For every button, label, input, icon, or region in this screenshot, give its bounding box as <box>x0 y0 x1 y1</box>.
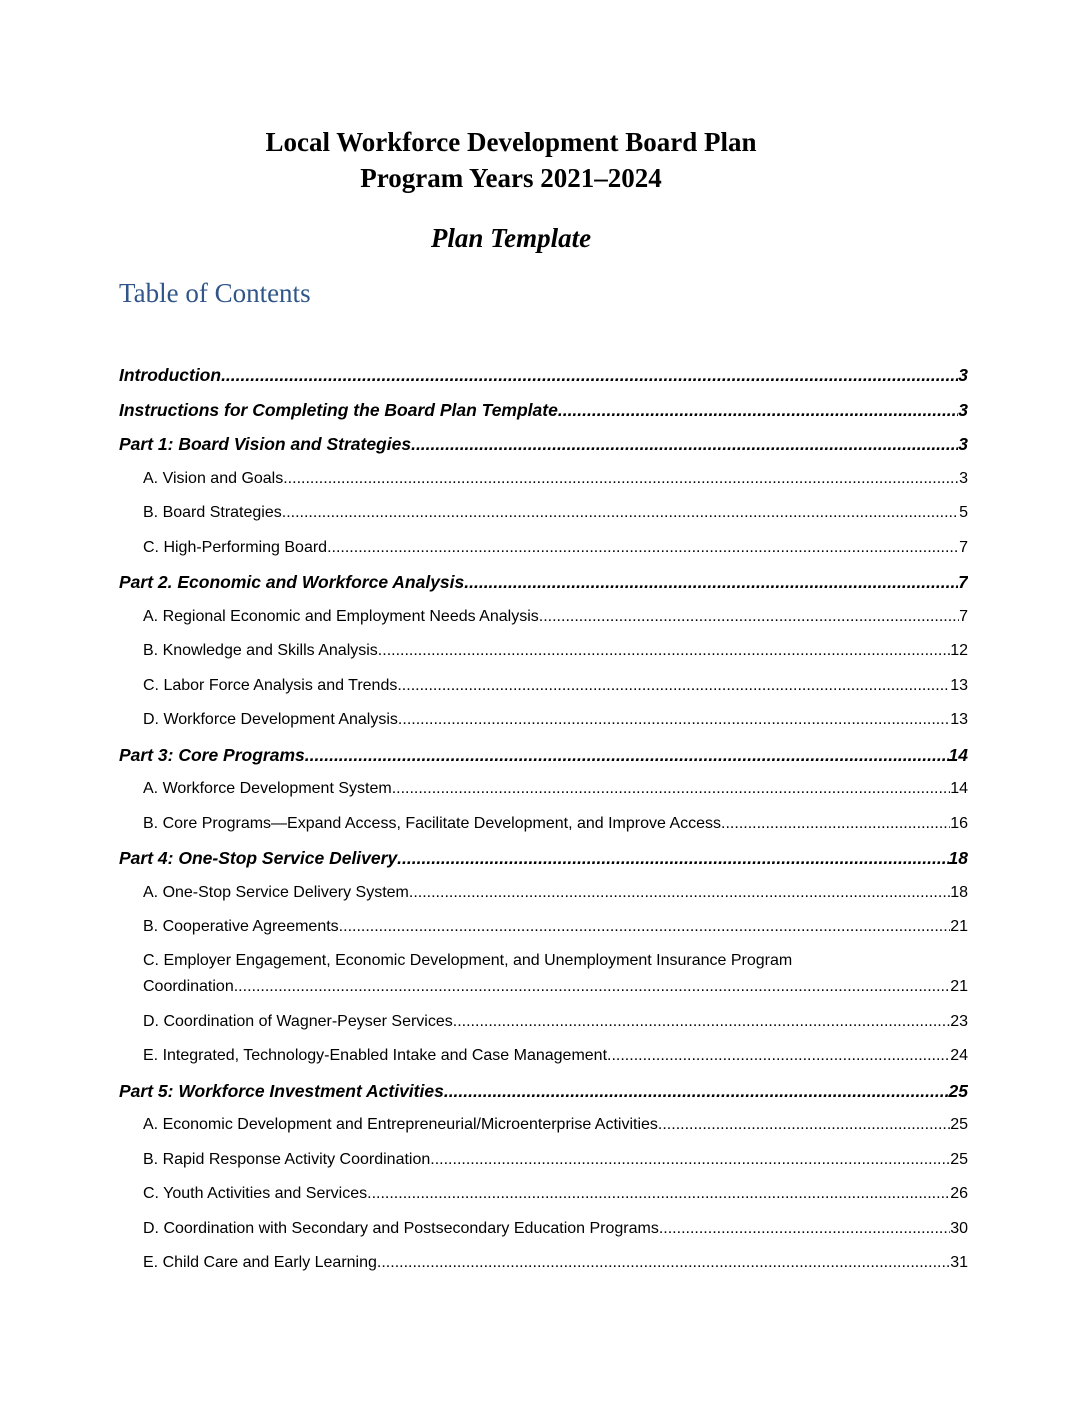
toc-entry-label: Introduction <box>119 365 222 385</box>
toc-entry-label: C. Employer Engagement, Economic Development, and Unemployment Insurance Program <box>143 951 793 969</box>
toc-entry[interactable] <box>119 1179 968 1214</box>
toc-heading: Table of Contents <box>119 278 311 308</box>
toc-entry-label: Instructions for Completing the Board Plan Template <box>119 399 558 420</box>
toc-entry-page-number: 21 <box>950 977 968 995</box>
table-of-contents <box>119 360 968 1283</box>
toc-entry-label: Part 5: Workforce Investment Activities <box>119 1080 444 1101</box>
toc-entry-page-number: 25 <box>950 1116 968 1133</box>
toc-entry-label: Part 1: Board Vision and Strategies <box>119 434 412 454</box>
toc-entry-label: B. Cooperative Agreements <box>143 918 339 935</box>
toc-dot-leader <box>283 464 959 494</box>
document-title <box>0 124 1022 196</box>
toc-dot-leader <box>659 1214 950 1244</box>
toc-entry-label: A. Economic Development and Entrepreneurial/Microenterprise Activities <box>143 1116 658 1133</box>
toc-entry[interactable] <box>119 395 968 430</box>
toc-entry[interactable] <box>119 878 968 913</box>
toc-entry-page-number: 25 <box>950 1150 968 1168</box>
document-subtitle: Plan Template <box>430 223 592 253</box>
toc-dot-leader <box>234 974 950 1000</box>
toc-entry-label: Part 3: Core Programs <box>119 744 305 765</box>
toc-entry-label: C. Labor Force Analysis and Trends <box>143 676 398 694</box>
toc-entry-label: D. Coordination with Secondary and Postsecondary Education Programs <box>143 1219 659 1237</box>
toc-entry-label: C. High-Performing Board <box>143 538 328 556</box>
toc-entry-page-number: 14 <box>950 780 968 797</box>
toc-entry[interactable] <box>119 1041 968 1076</box>
toc-entry-page-number: 7 <box>959 538 968 556</box>
toc-entry[interactable] <box>119 464 968 499</box>
toc-entry-page-number: 25 <box>948 1080 968 1101</box>
toc-dot-leader <box>221 360 958 390</box>
toc-entry-page-number: 3 <box>958 399 968 420</box>
toc-dot-leader <box>453 1007 950 1037</box>
toc-entry[interactable] <box>119 1110 968 1145</box>
toc-entry[interactable] <box>119 533 968 568</box>
toc-entry[interactable] <box>119 429 968 464</box>
toc-entry-page-number: 16 <box>950 814 968 832</box>
toc-entry-label: B. Board Strategies <box>143 504 282 521</box>
toc-entry[interactable] <box>119 705 968 740</box>
toc-entry-page-number: 21 <box>950 918 968 935</box>
toc-dot-leader <box>377 1248 950 1278</box>
toc-dot-leader <box>305 740 949 770</box>
toc-entry[interactable] <box>119 1214 968 1249</box>
toc-dot-leader <box>411 429 958 459</box>
toc-entry-continuation <box>143 974 968 1000</box>
title-line-2: Program Years 2021–2024 <box>360 163 662 193</box>
toc-dot-leader <box>397 843 948 873</box>
toc-entry-label: D. Workforce Development Analysis <box>143 711 398 728</box>
toc-entry-page-number: 14 <box>948 744 968 765</box>
toc-entry[interactable] <box>119 636 968 671</box>
toc-entry-page-number: 7 <box>958 572 968 592</box>
toc-entry-page-number: 13 <box>950 711 968 728</box>
toc-dot-leader <box>327 533 959 563</box>
toc-entry[interactable] <box>119 912 968 947</box>
toc-entry-label: Part 2. Economic and Workforce Analysis <box>119 572 465 592</box>
toc-dot-leader <box>282 498 959 528</box>
toc-entry-page-number: 31 <box>950 1254 968 1271</box>
toc-dot-leader <box>409 878 950 908</box>
toc-entry-label: A. Regional Economic and Employment Needs Analysis <box>143 607 539 625</box>
toc-dot-leader <box>607 1041 950 1071</box>
toc-entry-page-number: 3 <box>959 469 968 487</box>
toc-dot-leader <box>339 912 951 942</box>
toc-entry[interactable] <box>119 360 968 395</box>
toc-dot-leader <box>392 774 951 804</box>
toc-entry[interactable] <box>119 1076 968 1111</box>
toc-entry-page-number: 3 <box>958 434 968 454</box>
toc-entry[interactable] <box>119 740 968 775</box>
toc-entry-page-number: 26 <box>950 1185 968 1202</box>
toc-entry[interactable] <box>119 567 968 602</box>
toc-entry-page-number: 7 <box>959 607 968 625</box>
toc-entry[interactable] <box>119 671 968 706</box>
toc-entry[interactable] <box>119 774 968 809</box>
toc-entry-label: B. Core Programs—Expand Access, Facilitate Development, and Improve Access <box>143 814 722 832</box>
toc-entry-page-number: 24 <box>950 1047 968 1064</box>
toc-dot-leader <box>378 636 950 666</box>
toc-entry[interactable] <box>119 1007 968 1042</box>
toc-entry[interactable] <box>119 602 968 637</box>
toc-dot-leader <box>397 671 950 701</box>
toc-dot-leader <box>430 1145 950 1175</box>
toc-entry-label: A. Vision and Goals <box>143 469 284 487</box>
toc-entry-label: A. One-Stop Service Delivery System <box>143 883 409 901</box>
toc-entry[interactable] <box>119 1248 968 1283</box>
toc-entry-label: Part 4: One-Stop Service Delivery <box>119 848 398 868</box>
toc-entry-page-number: 23 <box>950 1012 968 1030</box>
toc-entry-label: B. Rapid Response Activity Coordination <box>143 1150 431 1168</box>
toc-entry-label: E. Child Care and Early Learning <box>143 1254 377 1271</box>
toc-entry-page-number: 18 <box>948 848 968 868</box>
toc-entry[interactable] <box>119 1145 968 1180</box>
toc-entry[interactable] <box>119 498 968 533</box>
toc-entry-page-number: 3 <box>958 365 968 385</box>
toc-dot-leader <box>464 567 958 597</box>
toc-entry-label: A. Workforce Development System <box>143 780 392 797</box>
toc-entry[interactable] <box>119 843 968 878</box>
toc-entry-label: D. Coordination of Wagner-Peyser Services <box>143 1012 453 1030</box>
toc-entry[interactable] <box>119 809 968 844</box>
toc-entry-page-number: 30 <box>950 1219 968 1237</box>
toc-entry-label: C. Youth Activities and Services <box>143 1185 368 1202</box>
toc-entry-label-continued: Coordination <box>143 977 234 995</box>
toc-dot-leader <box>658 1110 950 1140</box>
toc-entry-page-number: 12 <box>950 642 968 659</box>
toc-dot-leader <box>721 809 950 839</box>
toc-entry-page-number: 13 <box>950 676 968 694</box>
toc-dot-leader <box>558 395 958 425</box>
toc-entry[interactable] <box>119 947 968 1007</box>
title-line-1: Local Workforce Development Board Plan <box>265 127 757 157</box>
toc-entry-label: E. Integrated, Technology-Enabled Intake and Case Management <box>143 1047 608 1064</box>
toc-entry-label: B. Knowledge and Skills Analysis <box>143 642 378 659</box>
toc-dot-leader <box>539 602 959 632</box>
toc-dot-leader <box>444 1076 949 1106</box>
toc-dot-leader <box>398 705 950 735</box>
toc-dot-leader <box>367 1179 950 1209</box>
toc-entry-page-number: 18 <box>950 883 968 901</box>
toc-entry-page-number: 5 <box>959 504 968 521</box>
